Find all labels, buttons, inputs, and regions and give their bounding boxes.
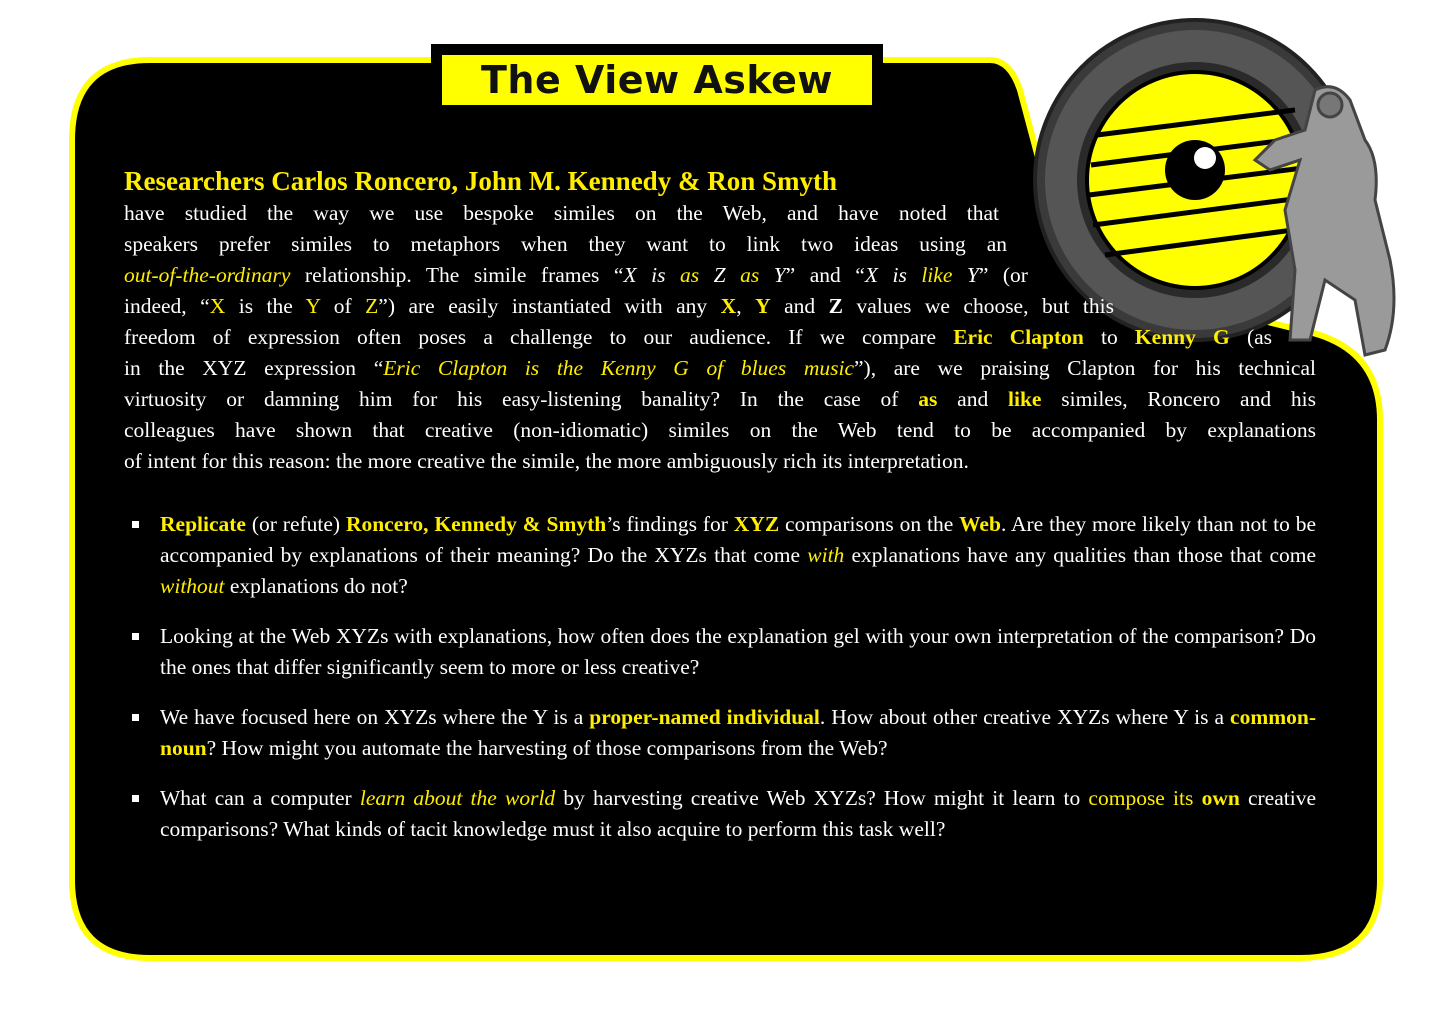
page-title: The View Askew bbox=[480, 58, 833, 102]
example-quote: Eric Clapton is the Kenny G of blues music bbox=[383, 356, 855, 380]
list-item bbox=[124, 509, 1316, 602]
intro-line-9: of intent for this reason: the more creative the simile, the more ambiguously rich its interpretation. bbox=[124, 449, 969, 473]
replicate: Replicate bbox=[160, 512, 246, 536]
bold-z: Z bbox=[828, 294, 843, 318]
bold-x: X bbox=[720, 294, 737, 318]
text-segment: . Are they more likely than not to be accompanied by explanations of their meaning? Do the XYZs that come bbox=[160, 512, 1316, 567]
list-item bbox=[124, 621, 1316, 683]
text-segment: What can a computer bbox=[160, 786, 360, 810]
title-banner-inner bbox=[439, 52, 875, 108]
text-segment bbox=[1193, 786, 1201, 810]
intro-line-8: colleagues have shown that creative (non-idiomatic) similes on the Web tend to be accompanied by explanations bbox=[124, 418, 1316, 442]
frame-x: X is bbox=[623, 263, 680, 287]
web: Web bbox=[959, 512, 1001, 536]
text-segment: by harvesting creative Web XYZs? How might it learn to bbox=[555, 786, 1089, 810]
bullet-icon bbox=[132, 795, 139, 802]
bullet-icon bbox=[132, 521, 139, 528]
with: with bbox=[807, 543, 845, 567]
xyz: XYZ bbox=[733, 512, 780, 536]
frame-x: X is bbox=[864, 263, 922, 287]
proper-named-individual: proper-named individual bbox=[589, 705, 820, 729]
intro-line-4 bbox=[124, 291, 1114, 322]
text-segment: similes, Roncero and his bbox=[1041, 387, 1316, 411]
text-segment: ” and “ bbox=[785, 263, 865, 287]
text-segment: to bbox=[1083, 325, 1135, 349]
bullet-icon bbox=[132, 714, 139, 721]
article-body bbox=[124, 164, 1316, 864]
kenny-g: Kenny G bbox=[1134, 325, 1230, 349]
intro-line-7 bbox=[124, 384, 1316, 415]
question-list bbox=[124, 509, 1316, 845]
text-segment: explanations have any qualities than those that come bbox=[844, 543, 1317, 567]
frame-z: Z bbox=[699, 263, 741, 287]
without: without bbox=[160, 574, 225, 598]
title-banner bbox=[431, 44, 883, 116]
text-segment: is the bbox=[225, 294, 306, 318]
text-segment: relationship. The simile frames “ bbox=[290, 263, 624, 287]
bold-y: Y bbox=[755, 294, 771, 318]
frame-like: like bbox=[921, 263, 953, 287]
eric-clapton: Eric Clapton bbox=[953, 325, 1084, 349]
letter-y: Y bbox=[305, 294, 321, 318]
text-segment: indeed, “ bbox=[124, 294, 210, 318]
text-segment: ”) are easily instantiated with any bbox=[378, 294, 721, 318]
text-segment: and bbox=[937, 387, 1009, 411]
text-segment: virtuosity or damning him for his easy-listening banality? In the case of bbox=[124, 387, 919, 411]
text-segment: ’s findings for bbox=[606, 512, 734, 536]
text-segment: explanations do not? bbox=[224, 574, 408, 598]
letter-x: X bbox=[209, 294, 226, 318]
frame-as: as bbox=[740, 263, 760, 287]
intro-line-5 bbox=[124, 322, 1272, 353]
text-segment: Looking at the Web XYZs with explanations, how often does the explanation gel with your own interpretation of the comparison? Do the ones that differ significantly seem to more or less creative? bbox=[160, 624, 1316, 679]
text-segment: of bbox=[320, 294, 366, 318]
text-segment: creative comparisons? What kinds of tacit knowledge must it also acquire to perform this task well? bbox=[160, 786, 1317, 841]
intro-line-1: have studied the way we use bespoke similes on the Web, and have noted that bbox=[124, 201, 999, 225]
learn-about-the-world: learn about the world bbox=[359, 786, 556, 810]
as-keyword: as bbox=[918, 387, 938, 411]
headline: Researchers Carlos Roncero, John M. Kennedy & Ron Smyth bbox=[124, 166, 837, 196]
compose: compose bbox=[1088, 786, 1165, 810]
intro-line-6 bbox=[124, 353, 1316, 384]
text-segment: ” (or bbox=[978, 263, 1028, 287]
text-segment: , bbox=[736, 294, 756, 318]
like-keyword: like bbox=[1008, 387, 1042, 411]
text-segment: in the XYZ expression “ bbox=[124, 356, 384, 380]
text-segment: freedom of expression often poses a challenge to our audience. If we compare bbox=[124, 325, 954, 349]
intro-line-2: speakers prefer similes to metaphors when they want to link two ideas using an bbox=[124, 232, 1007, 256]
text-segment: . How about other creative XYZs where Y is a bbox=[819, 705, 1231, 729]
own: own bbox=[1201, 786, 1240, 810]
text-segment: (or refute) bbox=[245, 512, 346, 536]
frame-y: Y bbox=[952, 263, 979, 287]
text-segment: (as bbox=[1229, 325, 1273, 349]
out-of-the-ordinary: out-of-the-ordinary bbox=[124, 263, 291, 287]
text-segment: We have focused here on XYZs where the Y is a bbox=[160, 705, 590, 729]
letter-z: Z bbox=[365, 294, 379, 318]
bullet-icon bbox=[132, 633, 139, 640]
authors: Roncero, Kennedy & Smyth bbox=[345, 512, 607, 536]
frame-as: as bbox=[679, 263, 700, 287]
list-item bbox=[124, 783, 1316, 845]
intro-line-3 bbox=[124, 260, 1028, 291]
text-segment bbox=[1165, 786, 1173, 810]
text-segment: ? How might you automate the harvesting of those comparisons from the Web? bbox=[206, 736, 888, 760]
text-segment: ”), are we praising Clapton for his technical bbox=[854, 356, 1316, 380]
list-item bbox=[124, 702, 1316, 764]
text-segment: comparisons on the bbox=[779, 512, 960, 536]
frame-y: Y bbox=[759, 263, 786, 287]
text-segment: values we choose, but this bbox=[842, 294, 1114, 318]
intro-paragraph bbox=[124, 198, 1316, 477]
common-noun: common-noun bbox=[160, 705, 1317, 760]
its: its bbox=[1173, 786, 1194, 810]
text-segment: and bbox=[770, 294, 829, 318]
